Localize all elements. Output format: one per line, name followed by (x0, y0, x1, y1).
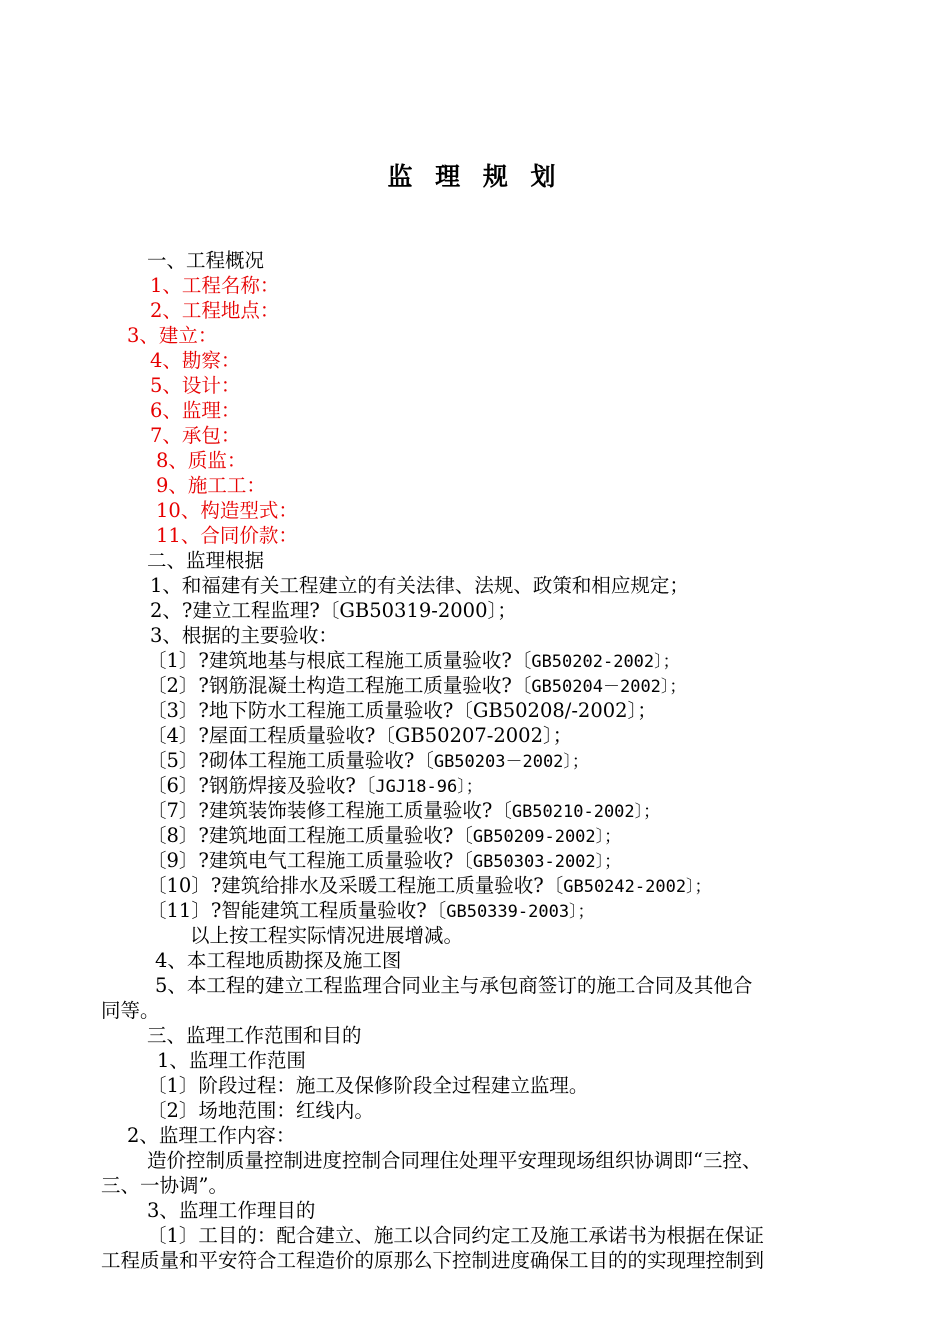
basis-item-2: 2、?建立工程监理?〔GB50319-2000〕； (150, 599, 517, 622)
item-project-location: 2、工程地点： (150, 299, 280, 322)
standard-item: 〔7〕?建筑装饰装修工程施工质量验收?〔GB50210-2002〕； (147, 799, 661, 822)
standard-item: 〔2〕?钢筋混凝土构造工程施工质量验收?〔GB50204－2002〕； (147, 674, 687, 697)
item-structure-type: 10、构造型式： (156, 499, 298, 522)
goal-text: 〔1〕工目的：配合建立、施工以合同约定工及施工承诺书为根据在保证 (147, 1224, 764, 1247)
section-heading-overview: 一、工程概况 (147, 249, 265, 272)
note-adjust: 以上按工程实际情况进展增减。 (190, 924, 464, 947)
item-contractor: 7、承包： (150, 424, 241, 447)
standard-item: 〔4〕?屋面工程质量验收?〔GB50207-2002〕； (147, 724, 573, 747)
basis-item-1: 1、和福建有关工程建立的有关法律、法规、政策和相应规定； (150, 574, 689, 597)
page-title: 监 理 规 划 (387, 162, 563, 191)
standard-item: 〔8〕?建筑地面工程施工质量验收?〔GB50209-2002〕； (147, 824, 622, 847)
standard-item: 〔5〕?砌体工程施工质量验收?〔GB50203－2002〕； (147, 749, 589, 772)
item-project-name: 1、工程名称： (150, 274, 280, 297)
goal-heading: 3、监理工作理目的 (147, 1199, 316, 1222)
scope-item-1: 〔1〕阶段过程：施工及保修阶段全过程建立监理。 (147, 1074, 589, 1097)
scope-item-2: 〔2〕场地范围：红线内。 (147, 1099, 374, 1122)
item-supervision: 6、监理： (150, 399, 241, 422)
item-construction-unit: 9、施工工： (156, 474, 266, 497)
scope-heading: 1、监理工作范围 (157, 1049, 306, 1072)
standard-item: 〔1〕?建筑地基与根底工程施工质量验收?〔GB50202-2002〕； (147, 649, 680, 672)
basis-item-4: 4、本工程地质勘探及施工图 (155, 949, 402, 972)
content-text: 造价控制质量控制进度控制合同理住处理平安理现场组织协调即“三控、 (147, 1149, 762, 1172)
content-text-cont: 三、一协调”。 (101, 1174, 228, 1197)
item-quality-supervision: 8、质监： (156, 449, 247, 472)
basis-item-5-cont: 同等。 (101, 999, 160, 1022)
goal-text-cont: 工程质量和平安符合工程造价的原那么下控制进度确保工目的的实现理控制到 (101, 1249, 765, 1272)
standard-item: 〔9〕?建筑电气工程施工质量验收?〔GB50303-2002〕； (147, 849, 622, 872)
item-design: 5、设计： (150, 374, 241, 397)
section-heading-scope: 三、监理工作范围和目的 (147, 1024, 362, 1047)
standard-item: 〔10〕?建筑给排水及采暖工程施工质量验收?〔GB50242-2002〕； (147, 874, 712, 897)
content-heading: 2、监理工作内容： (127, 1124, 296, 1147)
item-contract-price: 11、合同价款： (156, 524, 298, 547)
item-survey: 4、勘察： (150, 349, 241, 372)
item-construction: 3、建立： (127, 324, 218, 347)
basis-item-3: 3、根据的主要验收： (150, 624, 338, 647)
standard-item: 〔11〕?智能建筑工程质量验收?〔GB50339-2003〕； (147, 899, 595, 922)
standard-item: 〔6〕?钢筋焊接及验收?〔JGJ18-96〕； (147, 774, 483, 797)
standard-item: 〔3〕?地下防水工程施工质量验收?〔GB50208/-2002〕； (147, 699, 657, 722)
section-heading-basis: 二、监理根据 (147, 549, 265, 572)
basis-item-5: 5、本工程的建立工程监理合同业主与承包商签订的施工合同及其他合 (155, 974, 753, 997)
